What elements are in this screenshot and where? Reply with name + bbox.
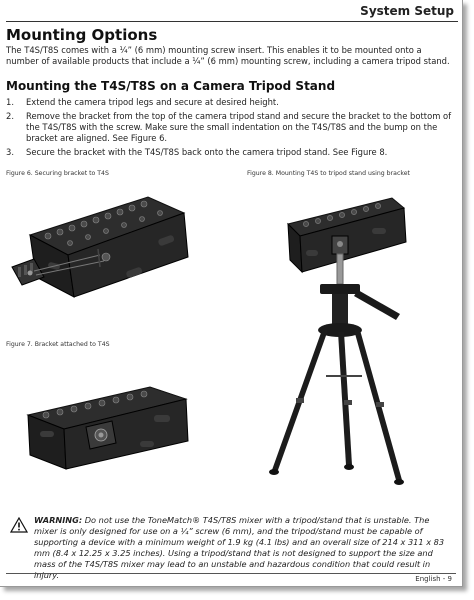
warning-text bbox=[34, 515, 454, 581]
section-header: System Setup bbox=[6, 4, 458, 22]
figure-6-caption: Figure 6. Securing bracket to T4S bbox=[6, 170, 109, 177]
step-text: Extend the camera tripod legs and secure at desired height. bbox=[26, 97, 279, 107]
warning-body: Do not use the ToneMatch® T4S/T8S mixer with a tripod/stand that is unstable. The mixer is only designed for use on a ¼” screw (6 mm), and the tripod/stand must be capable of supporting a device with a minimum weight of 1.9 kg (4.1 lbs) and an overall size of 214 x 311 x 83 mm (8.4 x 12.25 x 3.25 inches). Using a tripod/stand that is not designed to support the size and mass of the T4S/T8S mixer may lead to an unstable and hazardous condition that could result in injury. bbox=[34, 515, 445, 580]
figure-8-illustration bbox=[262, 180, 437, 500]
step-text: Remove the bracket from the top of the camera tripod stand and secure the bracket to the bottom of the T4S/T8S with the screw. Make sure the small indentation on the T4S/T8S and the bump on the bracket are aligned. See Figure 6. bbox=[26, 111, 452, 143]
warning-label: WARNING: bbox=[34, 515, 83, 525]
page-title: Mounting Options bbox=[6, 26, 158, 44]
step-number: 1. bbox=[6, 97, 14, 107]
section-subtitle: Mounting the T4S/T8S on a Camera Tripod Stand bbox=[6, 79, 336, 93]
step-number: 2. bbox=[6, 111, 14, 121]
footer-divider bbox=[6, 573, 456, 574]
warning-triangle-icon bbox=[10, 517, 28, 533]
figure-7-caption: Figure 7. Bracket attached to T4S bbox=[6, 341, 110, 348]
step-text: Secure the bracket with the T4S/T8S back onto the camera tripod stand. See Figure 8. bbox=[26, 147, 388, 157]
page-footer: English - 9 bbox=[415, 575, 452, 583]
intro-paragraph: The T4S/T8S comes with a ¼” (6 mm) mounting screw insert. This enables it to be mounted onto a number of available products that include a ¼” (6 mm) mounting screw, including a camera tripod stand. bbox=[6, 45, 450, 66]
figure-7-illustration bbox=[20, 385, 200, 485]
step-number: 3. bbox=[6, 147, 14, 157]
figure-8-caption: Figure 8. Mounting T4S to tripod stand using bracket bbox=[247, 170, 410, 177]
figure-6-illustration bbox=[8, 185, 198, 310]
